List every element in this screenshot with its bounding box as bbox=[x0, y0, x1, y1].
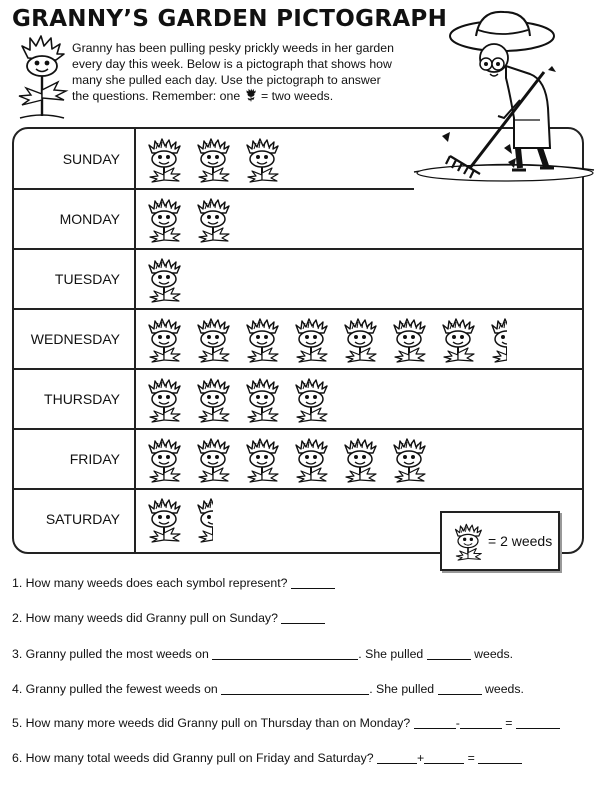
weed-symbol-icon bbox=[385, 435, 433, 483]
weed-symbol-icon bbox=[140, 195, 188, 243]
intro-line-4b: = two weeds. bbox=[261, 89, 334, 103]
day-label: SATURDAY bbox=[45, 511, 120, 527]
answer-blank-3a[interactable] bbox=[212, 647, 358, 660]
legend-weed-icon bbox=[448, 519, 488, 563]
weed-symbol-icon bbox=[189, 315, 237, 363]
weed-symbols bbox=[140, 435, 434, 483]
title-part-2: PICTOGRAPH bbox=[276, 6, 448, 32]
pictograph-row-thursday bbox=[14, 369, 582, 429]
weed-icon bbox=[244, 88, 258, 102]
weed-symbol-icon bbox=[336, 435, 384, 483]
answer-blank-5a[interactable] bbox=[414, 716, 456, 729]
answer-blank-4b[interactable] bbox=[438, 682, 482, 695]
weed-symbol-icon bbox=[189, 135, 237, 183]
pictograph-row-friday bbox=[14, 429, 582, 489]
weed-half-icon bbox=[483, 315, 507, 363]
day-label: MONDAY bbox=[59, 211, 120, 227]
granny-gardener-illustration bbox=[410, 8, 596, 184]
question-5: 5. How many more weeds did Granny pull on Thursday than on Monday? - = bbox=[12, 716, 560, 730]
weed-symbol-icon bbox=[189, 195, 237, 243]
answer-blank-6c[interactable] bbox=[478, 751, 522, 764]
answer-blank-4a[interactable] bbox=[221, 682, 369, 695]
pictograph-row-monday bbox=[14, 189, 582, 249]
half-weed-symbol-icon bbox=[189, 495, 213, 543]
weed-symbol-icon bbox=[189, 375, 237, 423]
intro-line-3: many she pulled each day. Use the pictograph to answer bbox=[72, 73, 381, 87]
weed-symbols bbox=[140, 375, 336, 423]
weed-symbol-icon bbox=[238, 435, 286, 483]
title-part-1: GRANNY’S GARDEN bbox=[12, 6, 268, 32]
intro-line-2: every day this week. Below is a pictograph that shows how bbox=[72, 57, 392, 71]
day-label: FRIDAY bbox=[69, 451, 120, 467]
weed-half-icon bbox=[189, 495, 213, 543]
weed-symbols bbox=[140, 315, 507, 363]
half-weed-symbol-icon bbox=[483, 315, 507, 363]
question-1: 1. How many weeds does each symbol represent? bbox=[12, 576, 335, 590]
weed-symbol-icon bbox=[238, 315, 286, 363]
answer-blank-5c[interactable] bbox=[516, 716, 560, 729]
day-label: WEDNESDAY bbox=[30, 331, 120, 347]
weed-symbol-icon bbox=[287, 435, 335, 483]
day-label: SUNDAY bbox=[62, 151, 120, 167]
pictograph-row-wednesday bbox=[14, 309, 582, 369]
weed-symbols bbox=[140, 135, 287, 183]
weed-symbol-icon bbox=[385, 315, 433, 363]
pictograph-table bbox=[12, 127, 584, 554]
weed-symbol-icon bbox=[140, 135, 188, 183]
question-4: 4. Granny pulled the fewest weeds on . She pulled weeds. bbox=[12, 682, 524, 696]
question-3: 3. Granny pulled the most weeds on . She pulled weeds. bbox=[12, 647, 514, 661]
pictograph-row-tuesday bbox=[14, 249, 582, 309]
weed-symbol-icon bbox=[189, 435, 237, 483]
day-label: TUESDAY bbox=[54, 271, 120, 287]
weed-symbol-icon bbox=[287, 375, 335, 423]
answer-blank-5b[interactable] bbox=[460, 716, 502, 729]
weed-symbol-icon bbox=[336, 315, 384, 363]
weed-symbol-icon bbox=[140, 435, 188, 483]
answer-blank-3b[interactable] bbox=[427, 647, 471, 660]
legend-box bbox=[440, 511, 560, 571]
weed-mascot-icon bbox=[14, 34, 70, 120]
weed-symbols bbox=[140, 255, 189, 303]
page-title bbox=[12, 6, 447, 32]
weed-symbols bbox=[140, 495, 213, 543]
weed-symbol-icon bbox=[140, 495, 188, 543]
weed-symbol-icon bbox=[140, 315, 188, 363]
answer-blank-1[interactable] bbox=[291, 576, 335, 589]
legend-text: = 2 weeds bbox=[488, 533, 553, 549]
weed-symbol-icon bbox=[434, 315, 482, 363]
intro-line-1: Granny has been pulling pesky prickly weeds in her garden bbox=[72, 41, 394, 55]
weed-symbol-icon bbox=[238, 135, 286, 183]
answer-blank-6b[interactable] bbox=[424, 751, 464, 764]
intro-line-4a: the questions. Remember: one bbox=[72, 89, 241, 103]
answer-blank-2[interactable] bbox=[281, 611, 325, 624]
answer-blank-6a[interactable] bbox=[377, 751, 417, 764]
question-2: 2. How many weeds did Granny pull on Sunday? bbox=[12, 611, 325, 625]
weed-symbol-icon bbox=[140, 375, 188, 423]
intro-text bbox=[72, 40, 432, 104]
day-label: THURSDAY bbox=[44, 391, 120, 407]
weed-symbol-icon bbox=[287, 315, 335, 363]
weed-symbol-icon bbox=[238, 375, 286, 423]
weed-symbol-icon bbox=[140, 255, 188, 303]
question-6: 6. How many total weeds did Granny pull on Friday and Saturday? + = bbox=[12, 751, 522, 765]
weed-symbols bbox=[140, 195, 238, 243]
